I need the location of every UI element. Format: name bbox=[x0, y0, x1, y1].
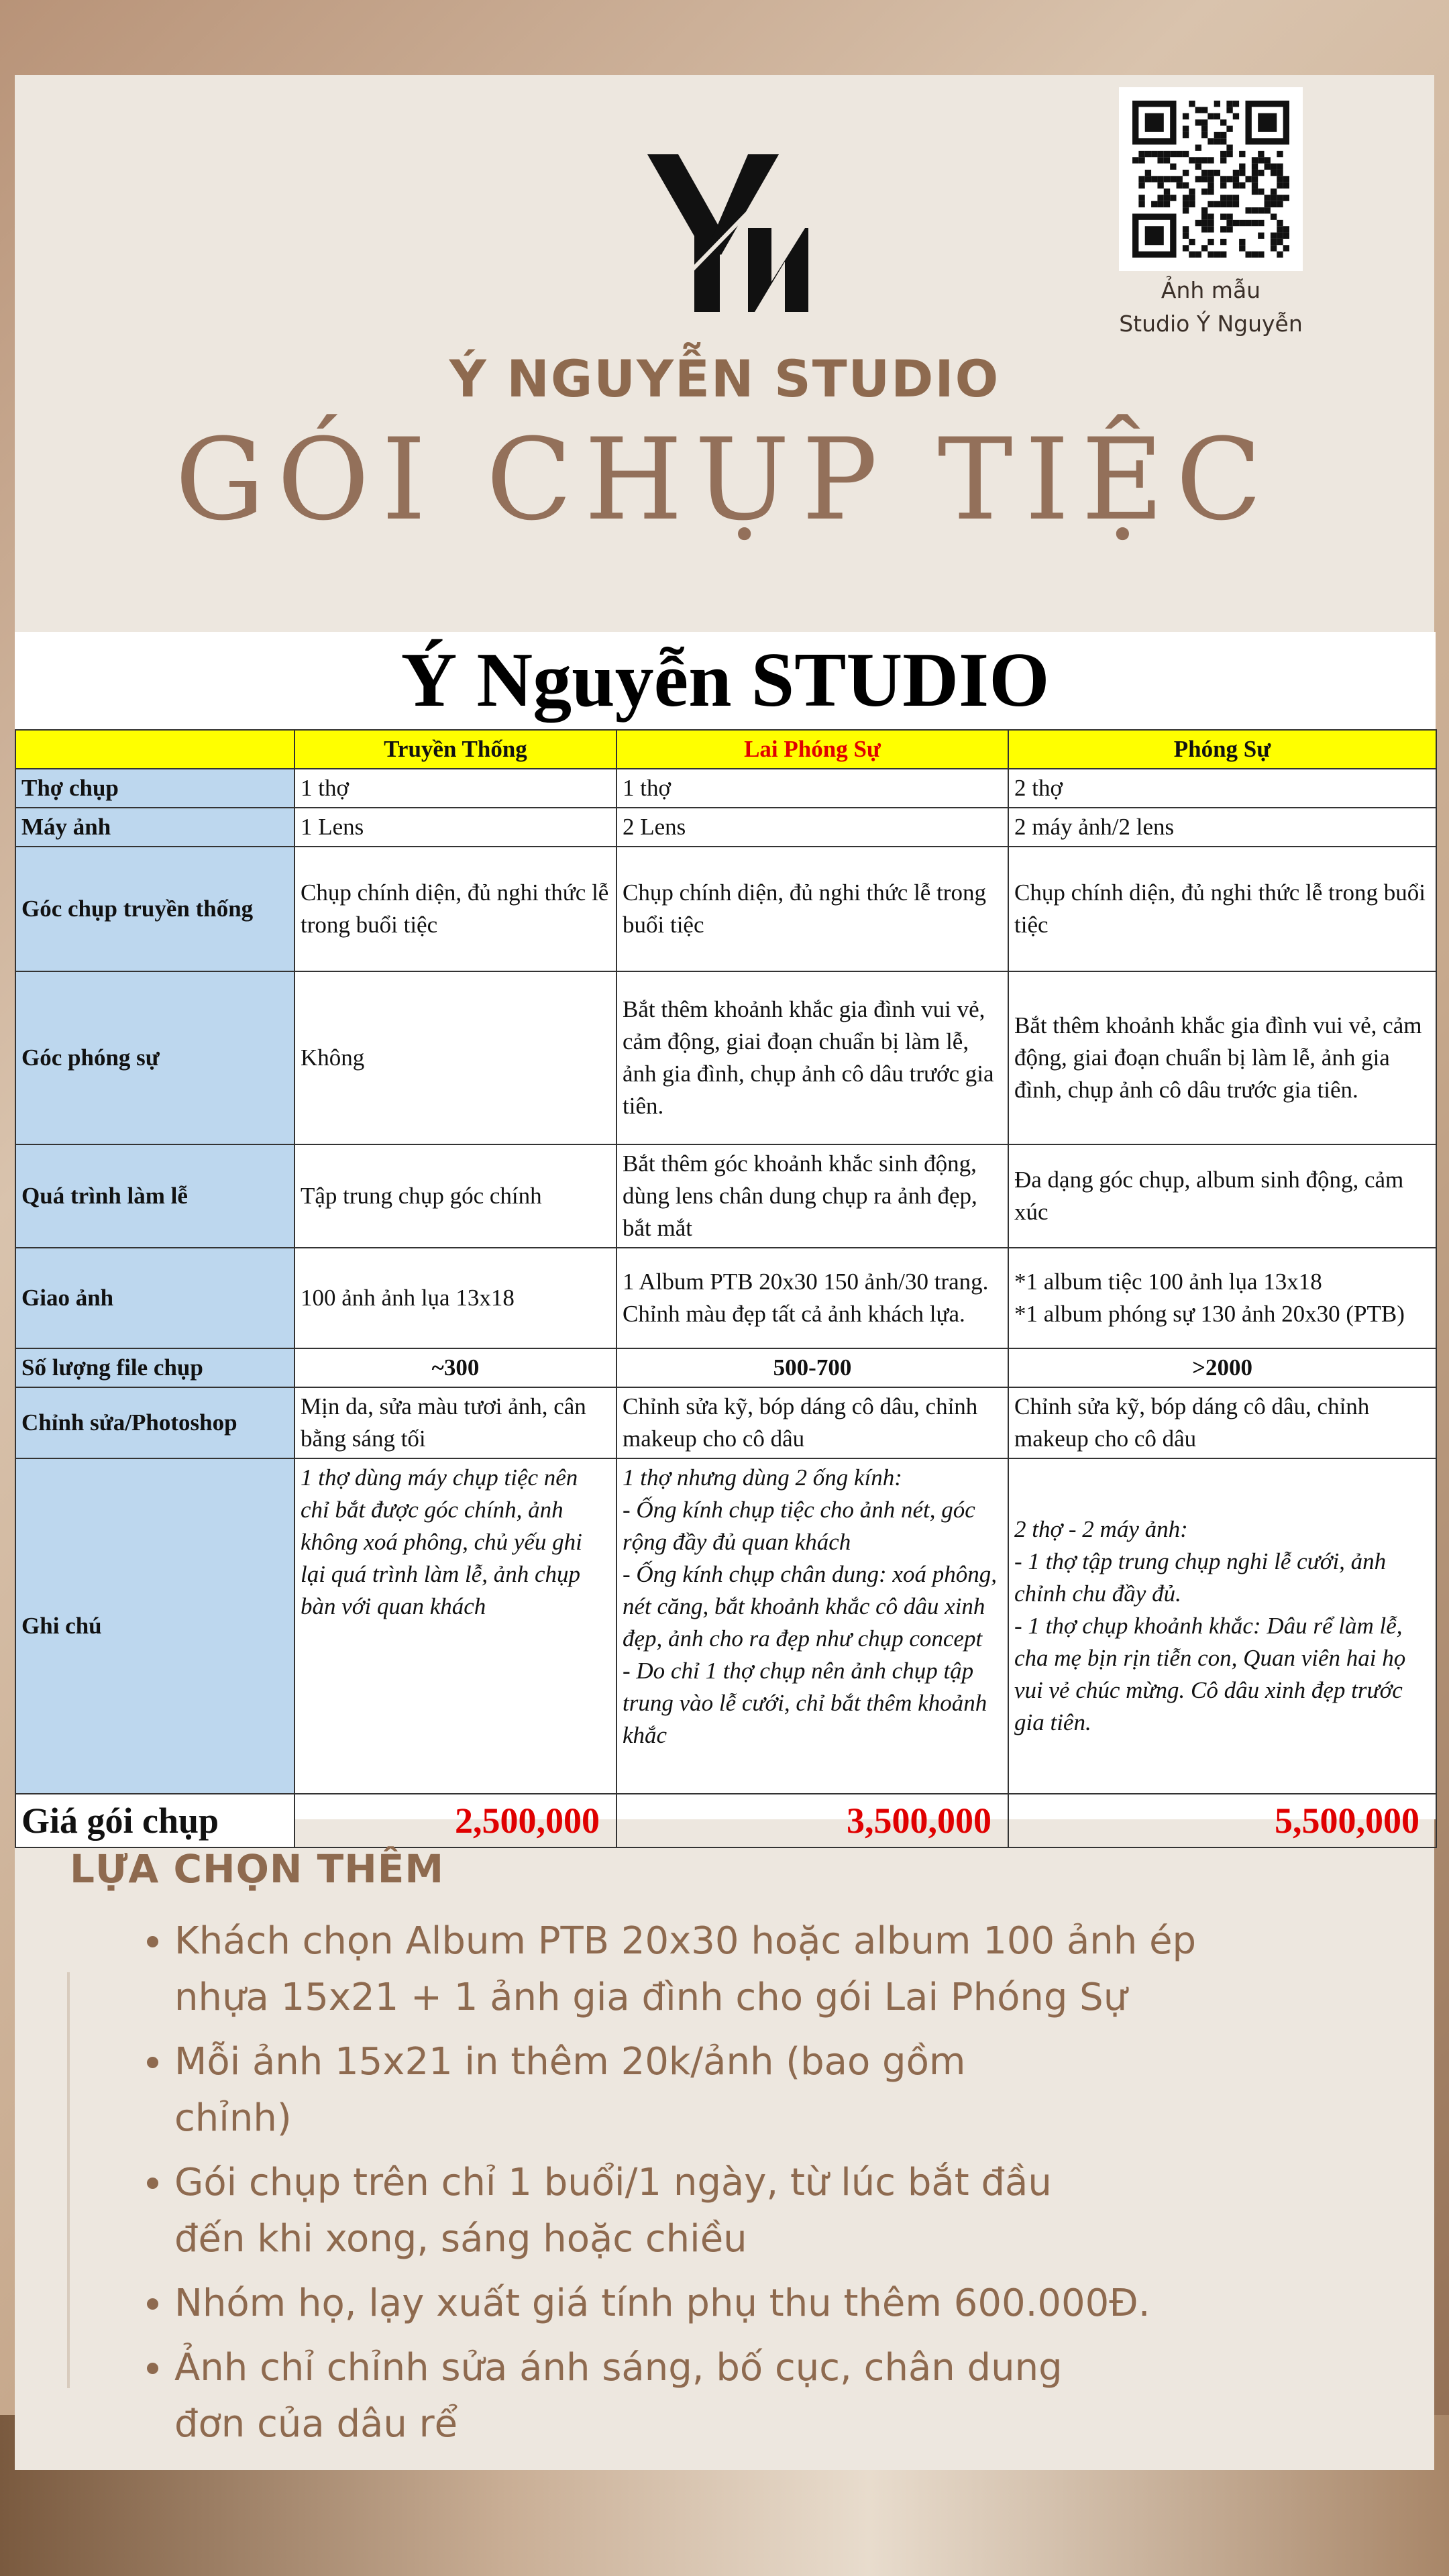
cell-line: Chỉnh màu đẹp tất cả ảnh khách lựa. bbox=[623, 1301, 965, 1327]
column-header-phong-su: Phóng Sự bbox=[1008, 730, 1436, 769]
extras-list bbox=[127, 1913, 1355, 2461]
table-cell: Mịn da, sửa màu tươi ảnh, cân bằng sáng tối bbox=[294, 1387, 616, 1458]
table-cell bbox=[1008, 1248, 1436, 1348]
cell-line: *1 album tiệc 100 ảnh lụa 13x18 bbox=[1014, 1269, 1322, 1295]
table-row bbox=[15, 1348, 1436, 1387]
list-item bbox=[174, 2034, 1355, 2147]
row-label: Thợ chụp bbox=[15, 769, 294, 808]
table-cell: Chụp chính diện, đủ nghi thức lễ trong buổi tiệc bbox=[1008, 847, 1436, 971]
table-row bbox=[15, 1144, 1436, 1248]
qr-caption-line1: Ảnh mẫu bbox=[1161, 277, 1261, 303]
cell-line: 1 Album PTB 20x30 150 ảnh/30 trang. bbox=[623, 1269, 989, 1295]
extras-title: LỰA CHỌN THÊM bbox=[70, 1846, 445, 1892]
list-item-line: nhựa 15x21 + 1 ảnh gia đình cho gói Lai Phóng Sự bbox=[174, 1976, 1128, 2019]
table-cell: 100 ảnh ảnh lụa 13x18 bbox=[294, 1248, 616, 1348]
row-label: Chỉnh sửa/Photoshop bbox=[15, 1387, 294, 1458]
table-cell: Chụp chính diện, đủ nghi thức lễ trong buổi tiệc bbox=[294, 847, 616, 971]
table-cell: Tập trung chụp góc chính bbox=[294, 1144, 616, 1248]
table-header-row bbox=[15, 730, 1436, 769]
price-row bbox=[15, 1794, 1436, 1847]
table-cell: >2000 bbox=[1008, 1348, 1436, 1387]
decorative-divider bbox=[67, 1972, 70, 2388]
table-row bbox=[15, 1458, 1436, 1794]
table-cell: 1 Lens bbox=[294, 808, 616, 847]
table-row bbox=[15, 1387, 1436, 1458]
list-item-line: • Ảnh chỉ chỉnh sửa ánh sáng, bố cục, chân dung bbox=[174, 2346, 1063, 2390]
table-row bbox=[15, 1248, 1436, 1348]
table-cell: Chỉnh sửa kỹ, bóp dáng cô dâu, chỉnh makeup cho cô dâu bbox=[1008, 1387, 1436, 1458]
table-row bbox=[15, 847, 1436, 971]
list-item bbox=[174, 2275, 1355, 2332]
table-cell: 500-700 bbox=[616, 1348, 1008, 1387]
list-item bbox=[174, 2155, 1355, 2267]
table-cell: 1 thợ bbox=[616, 769, 1008, 808]
table-cell: 1 thợ dùng máy chụp tiệc nên chỉ bắt được góc chính, ảnh không xoá phông, chủ yếu ghi lại quá trình làm lễ, ảnh chụp bàn với quan khách bbox=[294, 1458, 616, 1794]
table-cell: 2 Lens bbox=[616, 808, 1008, 847]
header-empty-cell bbox=[15, 730, 294, 769]
price-sheet bbox=[15, 632, 1436, 1841]
price-label: Giá gói chụp bbox=[15, 1794, 294, 1847]
price-table bbox=[15, 729, 1437, 1848]
row-label: Số lượng file chụp bbox=[15, 1348, 294, 1387]
table-cell: Chỉnh sửa kỹ, bóp dáng cô dâu, chỉnh makeup cho cô dâu bbox=[616, 1387, 1008, 1458]
table-cell: 2 thợ bbox=[1008, 769, 1436, 808]
list-item-line: • Khách chọn Album PTB 20x30 hoặc album 100 ảnh ép bbox=[174, 1919, 1197, 1963]
cell-line: *1 album phóng sự 130 ảnh 20x30 (PTB) bbox=[1014, 1301, 1405, 1327]
list-item-line: đến khi xong, sáng hoặc chiều bbox=[174, 2217, 747, 2261]
table-cell: Không bbox=[294, 971, 616, 1144]
qr-caption bbox=[1080, 274, 1342, 341]
row-label: Góc chụp truyền thống bbox=[15, 847, 294, 971]
list-item-line: chỉnh) bbox=[174, 2096, 292, 2140]
table-cell: Bắt thêm góc khoảnh khắc sinh động, dùng lens chân dung chụp ra ảnh đẹp, bắt mắt bbox=[616, 1144, 1008, 1248]
table-cell bbox=[616, 1458, 1008, 1794]
list-item bbox=[174, 2340, 1355, 2453]
price-value-truyen-thong: 2,500,000 bbox=[294, 1794, 616, 1847]
cell-line: - Do chỉ 1 thợ chụp nên ảnh chụp tập trung vào lễ cưới, chỉ bắt thêm khoảnh khắc bbox=[623, 1658, 987, 1748]
cell-line: - 1 thợ tập trung chụp nghi lễ cưới, ảnh chỉnh chu đầy đủ. bbox=[1014, 1548, 1387, 1607]
table-cell: Bắt thêm khoảnh khắc gia đình vui vẻ, cảm động, giai đoạn chuẩn bị làm lễ, ảnh gia đình, chụp ảnh cô dâu trước gia tiên. bbox=[616, 971, 1008, 1144]
table-cell bbox=[616, 1248, 1008, 1348]
studio-name: Ý NGUYỄN STUDIO bbox=[449, 349, 1000, 409]
list-item-line: • Nhóm họ, lạy xuất giá tính phụ thu thêm 600.000Đ. bbox=[174, 2282, 1150, 2325]
row-label: Giao ảnh bbox=[15, 1248, 294, 1348]
table-cell: Bắt thêm khoảnh khắc gia đình vui vẻ, cảm động, giai đoạn chuẩn bị làm lễ, ảnh gia đình, chụp ảnh cô dâu trước gia tiên. bbox=[1008, 971, 1436, 1144]
list-item-line: đơn của dâu rể bbox=[174, 2402, 458, 2446]
cell-line: - Ống kính chụp tiệc cho ảnh nét, góc rộng đầy đủ quan khách bbox=[623, 1497, 975, 1555]
table-cell: ~300 bbox=[294, 1348, 616, 1387]
qr-code[interactable] bbox=[1119, 87, 1303, 271]
row-label: Ghi chú bbox=[15, 1458, 294, 1794]
table-cell: 2 máy ảnh/2 lens bbox=[1008, 808, 1436, 847]
cell-line: 1 thợ nhưng dùng 2 ống kính: bbox=[623, 1464, 902, 1491]
studio-logo bbox=[647, 154, 808, 315]
cell-line: 2 thợ - 2 máy ảnh: bbox=[1014, 1516, 1188, 1542]
table-cell: Chụp chính diện, đủ nghi thức lễ trong buổi tiệc bbox=[616, 847, 1008, 971]
cell-line: - Ống kính chụp chân dung: xoá phông, nét căng, bắt khoảnh khắc cô dâu xinh đẹp, ảnh cho ra đẹp như chụp concept bbox=[623, 1561, 997, 1652]
list-item-line: • Gói chụp trên chỉ 1 buổi/1 ngày, từ lúc bắt đầu bbox=[174, 2161, 1052, 2204]
column-header-truyen-thong: Truyền Thống bbox=[294, 730, 616, 769]
qr-caption-line2: Studio Ý Nguyễn bbox=[1119, 311, 1303, 337]
row-label: Máy ảnh bbox=[15, 808, 294, 847]
cell-line: - 1 thợ chụp khoảnh khắc: Dâu rể làm lễ, cha mẹ bịn rịn tiễn con, Quan viên hai họ vui vẻ chúc mừng. Cô dâu xinh đẹp trước gia tiên. bbox=[1014, 1613, 1406, 1735]
price-value-phong-su: 5,500,000 bbox=[1008, 1794, 1436, 1847]
row-label: Quá trình làm lễ bbox=[15, 1144, 294, 1248]
price-value-lai-phong-su: 3,500,000 bbox=[616, 1794, 1008, 1847]
table-row bbox=[15, 971, 1436, 1144]
column-header-lai-phong-su: Lai Phóng Sự bbox=[616, 730, 1008, 769]
list-item bbox=[174, 1913, 1355, 2026]
table-row bbox=[15, 769, 1436, 808]
table-cell: Đa dạng góc chụp, album sinh động, cảm xúc bbox=[1008, 1144, 1436, 1248]
sheet-title: Ý Nguyễn STUDIO bbox=[400, 637, 1050, 723]
table-cell bbox=[1008, 1458, 1436, 1794]
page-title: GÓI CHỤP TIỆC bbox=[174, 414, 1275, 545]
list-item-line: • Mỗi ảnh 15x21 in thêm 20k/ảnh (bao gồm bbox=[174, 2040, 966, 2084]
row-label: Góc phóng sự bbox=[15, 971, 294, 1144]
table-cell: 1 thợ bbox=[294, 769, 616, 808]
table-row bbox=[15, 808, 1436, 847]
